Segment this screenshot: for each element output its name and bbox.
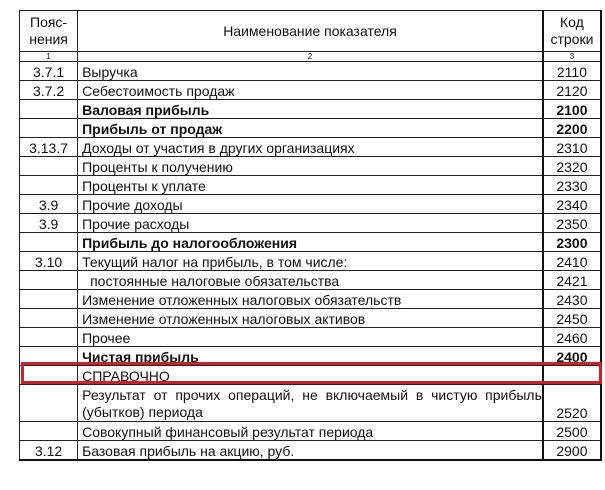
indicator-cell: Прибыль до налогообложения <box>78 233 543 252</box>
code-cell: 2320 <box>543 157 601 176</box>
indicator-cell: Прочие расходы <box>78 214 543 233</box>
note-cell <box>20 290 78 309</box>
code-cell: 2421 <box>543 271 601 290</box>
column-numbers-row <box>20 52 602 62</box>
column-number: 2 <box>78 52 543 62</box>
table-row <box>20 441 602 461</box>
indicator-cell: Проценты к уплате <box>78 176 543 195</box>
code-cell: 2120 <box>543 81 601 100</box>
note-cell <box>20 157 78 176</box>
table-row <box>20 385 602 422</box>
indicator-cell: Чистая прибыль <box>78 347 543 366</box>
header-line-code: Код строки <box>543 11 601 52</box>
code-cell: 2500 <box>543 422 601 441</box>
code-cell: 2430 <box>543 290 601 309</box>
table-row <box>20 119 602 138</box>
note-cell <box>20 309 78 328</box>
note-cell <box>20 366 78 385</box>
table-row <box>20 157 602 176</box>
table-row <box>20 309 602 328</box>
note-cell: 3.7.1 <box>20 62 78 81</box>
note-cell: 3.7.2 <box>20 81 78 100</box>
note-cell <box>20 119 78 138</box>
table-row <box>20 290 602 309</box>
table-row <box>20 138 602 157</box>
header-indicator-name: Наименование показателя <box>78 11 543 52</box>
table-row-net-profit <box>20 347 602 366</box>
indicator-cell: Выручка <box>78 62 543 81</box>
column-number: 1 <box>20 52 78 62</box>
note-cell <box>20 422 78 441</box>
note-cell <box>20 347 78 366</box>
table-row <box>20 252 602 271</box>
header-explanations: Пояс-нения <box>20 11 78 52</box>
indicator-cell: Проценты к получению <box>78 157 543 176</box>
table-row <box>20 233 602 252</box>
code-cell: 2330 <box>543 176 601 195</box>
table-row <box>20 328 602 347</box>
code-cell: 2450 <box>543 309 601 328</box>
table-row <box>20 81 602 100</box>
table-row <box>20 100 602 119</box>
note-cell <box>20 271 78 290</box>
note-cell: 3.13.7 <box>20 138 78 157</box>
note-cell: 3.12 <box>20 441 78 461</box>
code-cell: 2110 <box>543 62 601 81</box>
indicator-cell: Базовая прибыль на акцию, руб. <box>78 441 543 461</box>
code-cell: 2300 <box>543 233 601 252</box>
code-cell: 2460 <box>543 328 601 347</box>
table-row <box>20 271 602 290</box>
note-cell: 3.9 <box>20 214 78 233</box>
table-row <box>20 62 602 81</box>
indicator-cell: Результат от прочих операций, не включаемый в чистую прибыль (убытков) периода <box>78 385 543 422</box>
code-cell: 2400 <box>543 347 601 366</box>
indicator-cell: Прибыль от продаж <box>78 119 543 138</box>
indicator-cell: Прочее <box>78 328 543 347</box>
note-cell <box>20 385 78 422</box>
note-cell: 3.9 <box>20 195 78 214</box>
code-cell <box>543 366 601 385</box>
table-row <box>20 176 602 195</box>
note-cell: 3.10 <box>20 252 78 271</box>
indicator-cell: Текущий налог на прибыль, в том числе: <box>78 252 543 271</box>
note-cell <box>20 100 78 119</box>
table-header-row <box>20 11 602 52</box>
note-cell <box>20 176 78 195</box>
code-cell: 2310 <box>543 138 601 157</box>
note-cell <box>20 233 78 252</box>
indicator-cell: Себестоимость продаж <box>78 81 543 100</box>
note-cell <box>20 328 78 347</box>
indicator-cell: Изменение отложенных налоговых активов <box>78 309 543 328</box>
table-row <box>20 366 602 385</box>
code-cell: 2520 <box>543 385 601 422</box>
indicator-cell: Доходы от участия в других организациях <box>78 138 543 157</box>
code-cell: 2200 <box>543 119 601 138</box>
indicator-cell: Изменение отложенных налоговых обязательств <box>78 290 543 309</box>
financial-results-table <box>19 10 602 461</box>
table-row <box>20 214 602 233</box>
code-cell: 2900 <box>543 441 601 461</box>
indicator-cell: Совокупный финансовый результат периода <box>78 422 543 441</box>
code-cell: 2100 <box>543 100 601 119</box>
indicator-cell: СПРАВОЧНО <box>78 366 543 385</box>
indicator-cell: Прочие доходы <box>78 195 543 214</box>
table-row <box>20 195 602 214</box>
indicator-cell: Валовая прибыль <box>78 100 543 119</box>
code-cell: 2340 <box>543 195 601 214</box>
table-row <box>20 422 602 441</box>
indicator-cell: постоянные налоговые обязательства <box>78 271 543 290</box>
code-cell: 2410 <box>543 252 601 271</box>
code-cell: 2350 <box>543 214 601 233</box>
column-number: 3 <box>543 52 601 62</box>
